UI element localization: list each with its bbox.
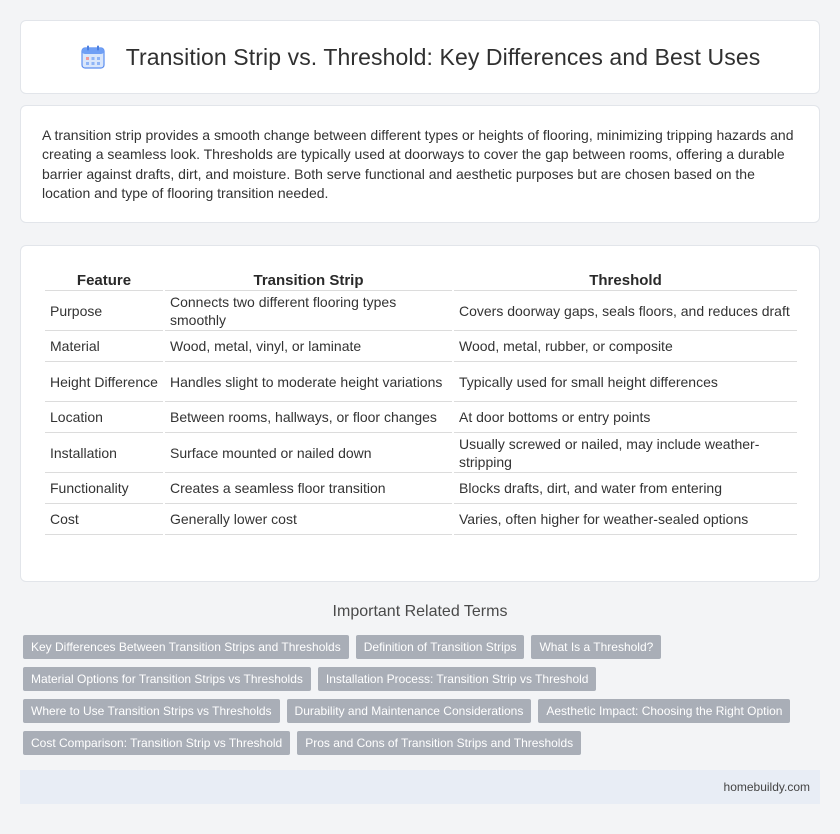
cell-threshold: Blocks drafts, dirt, and water from entering: [454, 473, 797, 504]
related-term-tag[interactable]: Material Options for Transition Strips vs Thresholds: [23, 667, 311, 691]
footer-site-link[interactable]: homebuildy.com: [723, 780, 810, 794]
related-term-tag[interactable]: Key Differences Between Transition Strips and Thresholds: [23, 635, 349, 659]
table-row: [45, 504, 797, 535]
cell-threshold: Usually screwed or nailed, may include weather-stripping: [454, 433, 797, 473]
header-card: [20, 20, 820, 94]
table-row: [45, 291, 797, 331]
header-transition-strip: Transition Strip: [165, 266, 452, 291]
comparison-table-card: [20, 245, 820, 582]
cell-feature: Height Difference: [45, 362, 163, 402]
header-feature: Feature: [45, 266, 163, 291]
related-term-tag[interactable]: Installation Process: Transition Strip vs Threshold: [318, 667, 597, 691]
cell-feature: Location: [45, 402, 163, 433]
header: [80, 44, 761, 71]
related-term-tag[interactable]: Pros and Cons of Transition Strips and Thresholds: [297, 731, 581, 755]
tag-row: [23, 699, 823, 723]
table-row: [45, 433, 797, 473]
cell-threshold: Typically used for small height differences: [454, 362, 797, 402]
cell-threshold: Varies, often higher for weather-sealed options: [454, 504, 797, 535]
footer: [20, 770, 820, 804]
related-term-tag[interactable]: What Is a Threshold?: [531, 635, 661, 659]
related-term-tag[interactable]: Definition of Transition Strips: [356, 635, 525, 659]
cell-feature: Material: [45, 331, 163, 362]
related-term-tag[interactable]: Cost Comparison: Transition Strip vs Threshold: [23, 731, 290, 755]
cell-feature: Functionality: [45, 473, 163, 504]
cell-transition-strip: Handles slight to moderate height variations: [165, 362, 452, 402]
tag-row: [23, 635, 823, 659]
page-title: Transition Strip vs. Threshold: Key Differences and Best Uses: [125, 43, 761, 70]
comparison-table: [43, 266, 799, 535]
intro-card: [20, 105, 820, 223]
intro-text: A transition strip provides a smooth change between different types or heights of flooring, minimizing tripping hazards and creating a seamless look. Thresholds are typically used at doorways to cover the gap between rooms, offering a durable barrier against drafts, dirt, and moisture. Both serve functional and aesthetic purposes but are chosen based on the location and type of flooring transition needed.: [42, 127, 794, 201]
cell-feature: Purpose: [45, 291, 163, 331]
cell-threshold: At door bottoms or entry points: [454, 402, 797, 433]
table-row: [45, 473, 797, 504]
cell-transition-strip: Creates a seamless floor transition: [165, 473, 452, 504]
cell-threshold: Wood, metal, rubber, or composite: [454, 331, 797, 362]
table-header-row: [45, 266, 797, 291]
related-term-tag[interactable]: Aesthetic Impact: Choosing the Right Option: [538, 699, 790, 723]
tag-row: [23, 731, 823, 755]
table-row: [45, 331, 797, 362]
related-term-tag[interactable]: Durability and Maintenance Considerations: [287, 699, 532, 723]
cell-transition-strip: Wood, metal, vinyl, or laminate: [165, 331, 452, 362]
table-row: [45, 362, 797, 402]
header-threshold: Threshold: [454, 266, 797, 291]
cell-feature: Installation: [45, 433, 163, 473]
cell-feature: Cost: [45, 504, 163, 535]
cell-transition-strip: Surface mounted or nailed down: [165, 433, 452, 473]
table-row: [45, 402, 797, 433]
related-term-tag[interactable]: Where to Use Transition Strips vs Thresholds: [23, 699, 280, 723]
tag-row: [23, 667, 823, 691]
calendar-icon: [80, 44, 106, 70]
related-terms-tags: [23, 635, 823, 763]
cell-transition-strip: Between rooms, hallways, or floor changes: [165, 402, 452, 433]
cell-threshold: Covers doorway gaps, seals floors, and reduces draft: [454, 291, 797, 331]
cell-transition-strip: Generally lower cost: [165, 504, 452, 535]
cell-transition-strip: Connects two different flooring types smoothly: [165, 291, 452, 331]
related-terms-title: Important Related Terms: [332, 603, 508, 620]
